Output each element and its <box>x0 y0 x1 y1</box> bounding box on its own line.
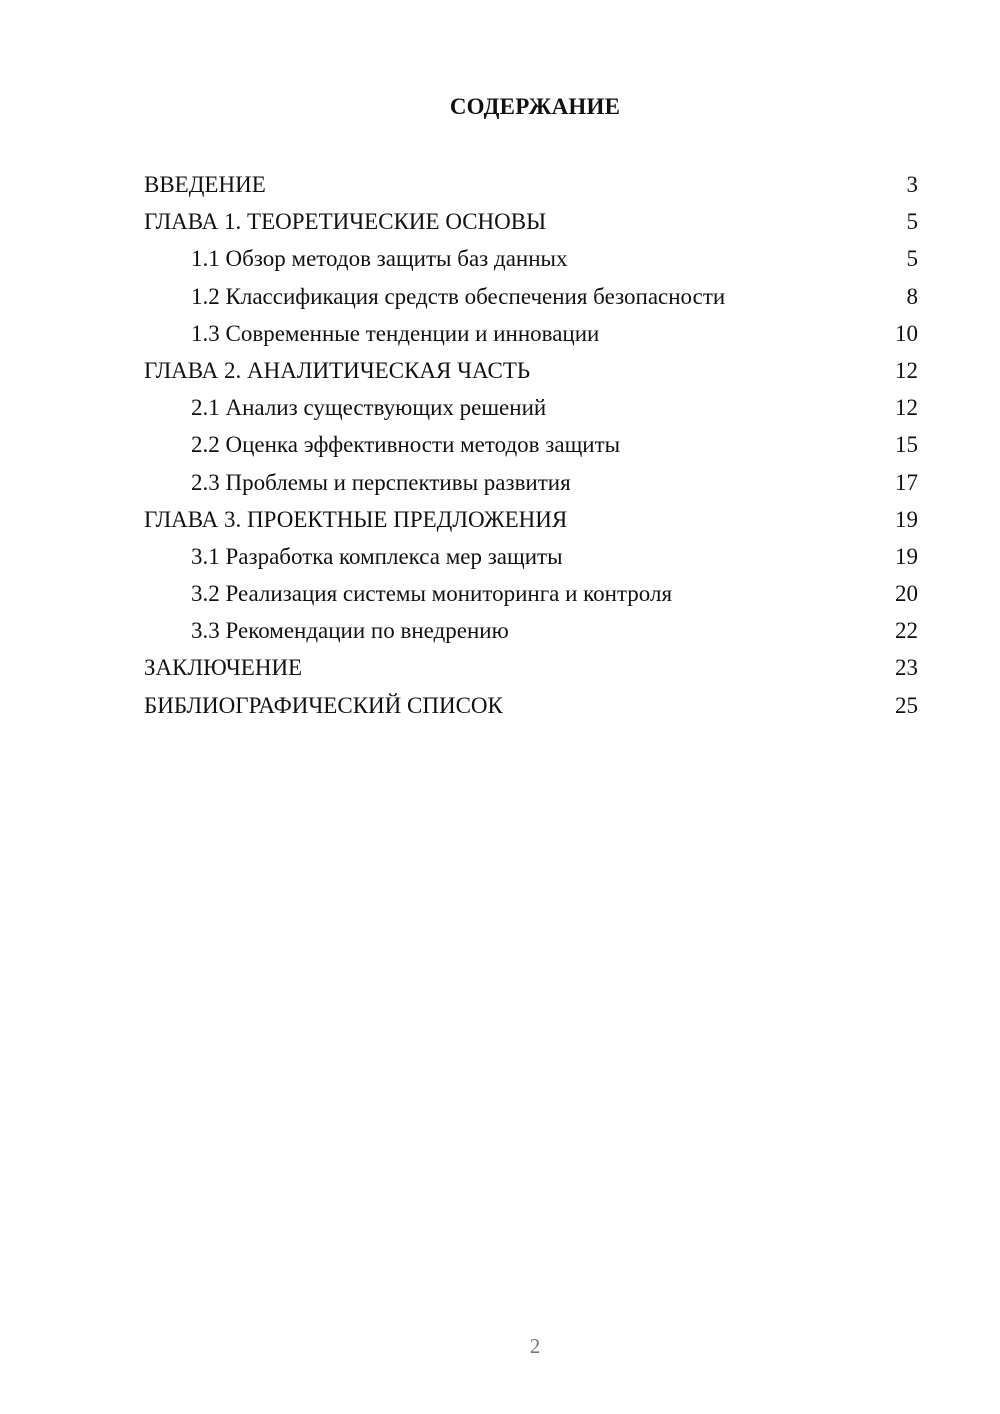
toc-entry-section-1-2 <box>144 278 918 315</box>
toc-entry-label: 3.2 Реализация системы мониторинга и контроля <box>191 581 673 607</box>
toc-entry-label: 3.1 Разработка комплекса мер защиты <box>191 543 563 569</box>
toc-entry-label: 2.2 Оценка эффективности методов защиты <box>191 432 621 458</box>
toc-entry-page: 3 <box>906 172 918 197</box>
toc-entry-page: 10 <box>895 320 918 346</box>
toc-entry-label: 2.1 Анализ существующих решений <box>191 395 547 421</box>
page-title: СОДЕРЖАНИЕ <box>449 94 621 119</box>
toc-entry-chapter-2 <box>144 352 918 389</box>
toc-entry-page: 17 <box>895 469 918 495</box>
toc-entry-label: 2.3 Проблемы и перспективы развития <box>191 469 571 495</box>
toc-entry-section-3-3 <box>144 612 918 649</box>
toc-entry-page: 22 <box>895 618 918 644</box>
toc-entry-page: 23 <box>895 655 918 681</box>
toc-entry-label: 1.1 Обзор методов защиты баз данных <box>191 246 568 272</box>
toc-entry-page: 12 <box>895 395 918 421</box>
toc-entry-page: 20 <box>895 581 918 607</box>
toc-entry-section-2-2 <box>144 426 918 463</box>
toc-entry-label: 1.3 Современные тенденции и инновации <box>191 320 600 346</box>
toc-entry-page: 25 <box>895 692 918 718</box>
toc-entry-section-2-1 <box>144 389 918 426</box>
toc-entry-section-3-2 <box>144 575 918 612</box>
toc-entry-section-1-1 <box>144 240 918 277</box>
toc-entry-page: 19 <box>895 543 918 569</box>
toc-entry-page: 19 <box>895 506 918 532</box>
toc-entry-label: 1.2 Классификация средств обеспечения безопасности <box>191 283 726 309</box>
toc-entry-page: 12 <box>895 357 918 383</box>
toc-entry-section-1-3 <box>144 315 918 352</box>
toc-entry-chapter-1 <box>144 203 918 240</box>
toc-entry-label: 3.3 Рекомендации по внедрению <box>191 618 509 644</box>
toc-entry-page: 8 <box>906 283 918 309</box>
toc-entry-introduction <box>144 166 918 203</box>
toc-entry-page: 5 <box>906 246 918 272</box>
table-of-contents <box>144 166 918 724</box>
toc-entry-section-3-1 <box>144 538 918 575</box>
toc-entry-label: ВВЕДЕНИЕ <box>144 172 266 197</box>
toc-entry-conclusion <box>144 649 918 686</box>
toc-entry-section-2-3 <box>144 464 918 501</box>
toc-entry-bibliography <box>144 687 918 724</box>
toc-entry-label: ГЛАВА 2. АНАЛИТИЧЕСКАЯ ЧАСТЬ <box>144 357 531 383</box>
toc-entry-label: ЗАКЛЮЧЕНИЕ <box>144 655 303 681</box>
toc-entry-chapter-3 <box>144 501 918 538</box>
page-number: 2 <box>529 1334 541 1358</box>
toc-entry-label: ГЛАВА 3. ПРОЕКТНЫЕ ПРЕДЛОЖЕНИЯ <box>144 506 568 532</box>
toc-entry-label: БИБЛИОГРАФИЧЕСКИЙ СПИСОК <box>144 692 503 718</box>
toc-entry-page: 15 <box>895 432 918 458</box>
toc-entry-page: 5 <box>906 209 918 235</box>
toc-entry-label: ГЛАВА 1. ТЕОРЕТИЧЕСКИЕ ОСНОВЫ <box>144 209 547 235</box>
